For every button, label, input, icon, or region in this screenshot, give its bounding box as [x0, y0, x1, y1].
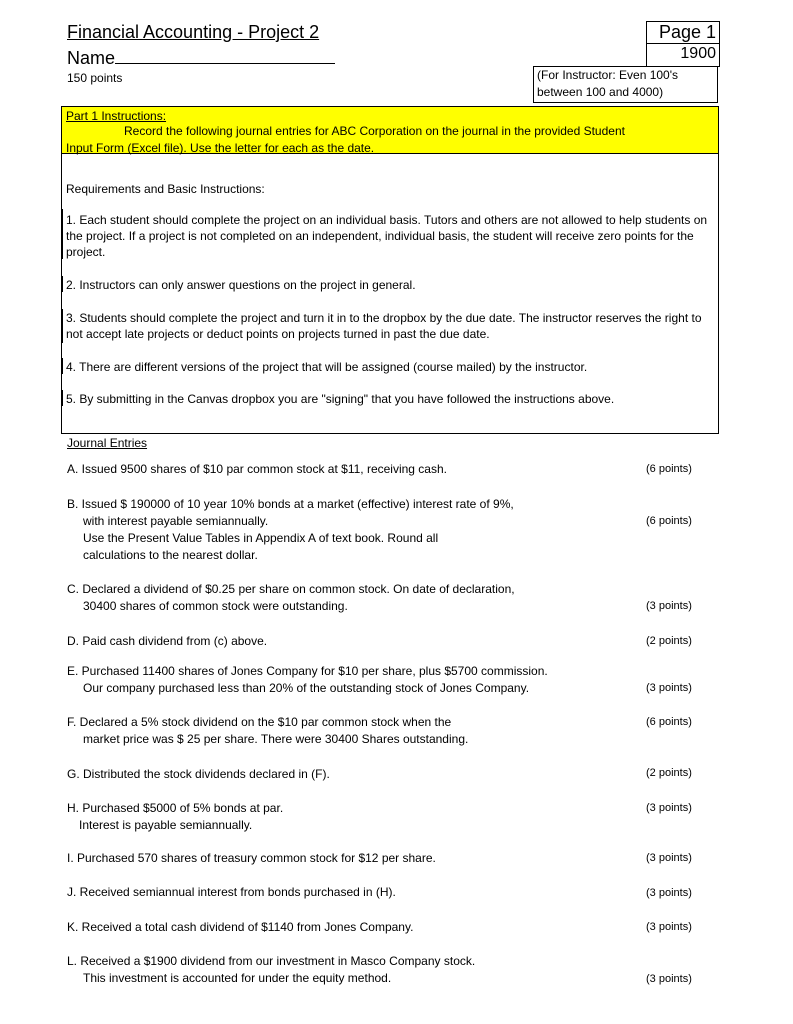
entry-line: F. Declared a 5% stock dividend on the $10 par common stock when the: [67, 715, 452, 729]
entry-points: (6 points): [646, 716, 692, 728]
requirements-box: [61, 154, 719, 434]
journal-entries-title: Journal Entries: [67, 436, 148, 450]
entry-line: This investment is accounted for under the equity method.: [83, 971, 392, 985]
journal-entry-j: [67, 884, 627, 901]
entry-line: Use the Present Value Tables in Appendix A of text book. Round all: [83, 531, 439, 545]
entry-line: D. Paid cash dividend from (c) above.: [67, 634, 268, 648]
instructor-note-line1: (For Instructor: Even 100's: [537, 68, 679, 82]
requirement-1: 1. Each student should complete the project on an individual basis. Tutors and others are not allowed to help students on the project. If a project is not completed on an independent, individual basis, the student will receive zero points for the project.: [66, 213, 708, 259]
part1-text: [66, 123, 716, 157]
journal-entry-l: [67, 953, 627, 987]
page-box: [646, 21, 720, 67]
journal-entry-h: [67, 800, 627, 834]
entry-points: (2 points): [646, 635, 692, 647]
entry-points: (3 points): [646, 682, 692, 694]
entry-line: B. Issued $ 190000 of 10 year 10% bonds at a market (effective) interest rate of 9%,: [67, 497, 514, 511]
entry-points: (3 points): [646, 600, 692, 612]
entry-points: (3 points): [646, 852, 692, 864]
entry-line: G. Distributed the stock dividends declared in (F).: [67, 767, 330, 781]
entry-line: L. Received a $1900 dividend from our investment in Masco Company stock.: [67, 954, 476, 968]
entry-points: (6 points): [646, 515, 692, 527]
entry-line: 30400 shares of common stock were outstanding.: [83, 599, 348, 613]
journal-entry-i: [67, 850, 627, 867]
journal-entry-b: [67, 496, 627, 564]
part1-title: Part 1 Instructions:: [66, 109, 167, 123]
page-label: Page 1: [658, 22, 716, 42]
part1-instructions: [61, 106, 719, 154]
entry-line: with interest payable semiannually.: [83, 514, 269, 528]
page-number: 1900: [680, 45, 716, 62]
journal-entry-g: [67, 766, 627, 783]
entry-line: E. Purchased 11400 shares of Jones Company for $10 per share, plus $5700 commission.: [67, 664, 548, 678]
entry-line: C. Declared a dividend of $0.25 per share on common stock. On date of declaration,: [67, 582, 515, 596]
part1-text-line1: Record the following journal entries for ABC Corporation on the journal in the provided Student: [124, 124, 625, 138]
journal-entry-c: [67, 581, 627, 615]
entry-line: I. Purchased 570 shares of treasury common stock for $12 per share.: [67, 851, 436, 865]
entry-points: (3 points): [646, 887, 692, 899]
instructor-note-line2: between 100 and 4000): [537, 85, 664, 99]
journal-entry-k: [67, 919, 627, 936]
requirement-5: 5. By submitting in the Canvas dropbox you are "signing" that you have followed the instructions above.: [66, 392, 615, 406]
part1-text-line2: Input Form (Excel file). Use the letter for each as the date.: [66, 141, 375, 155]
requirement-4: 4. There are different versions of the project that will be assigned (course mailed) by the instructor.: [66, 360, 588, 374]
journal-entry-e: [67, 663, 627, 697]
entry-line: calculations to the nearest dollar.: [83, 548, 258, 562]
instructor-note: [533, 66, 718, 103]
requirement-3: 3. Students should complete the project and turn it in to the dropbox by the due date. The instructor reserves the right to not accept late projects or deduct points on projects turned in past the due date.: [66, 311, 702, 341]
entry-points: (3 points): [646, 921, 692, 933]
entry-line: Interest is payable semiannually.: [79, 818, 253, 832]
entry-line: A. Issued 9500 shares of $10 par common stock at $11, receiving cash.: [67, 462, 447, 476]
entry-line: J. Received semiannual interest from bonds purchased in (H).: [67, 885, 396, 899]
requirement-2: 2. Instructors can only answer questions on the project in general.: [66, 278, 416, 292]
page-title: Financial Accounting - Project 2: [67, 22, 320, 42]
journal-entry-d: [67, 633, 627, 650]
entry-line: H. Purchased $5000 of 5% bonds at par.: [67, 801, 284, 815]
entry-line: Our company purchased less than 20% of the outstanding stock of Jones Company.: [83, 681, 530, 695]
entry-points: (6 points): [646, 463, 692, 475]
total-points: 150 points: [67, 71, 123, 85]
journal-entry-f: [67, 714, 627, 748]
journal-entry-a: [67, 461, 627, 478]
name-label: Name: [67, 48, 116, 68]
page-box-divider: [647, 43, 719, 44]
name-blank-line: [115, 49, 335, 64]
entry-line: market price was $ 25 per share. There were 30400 Shares outstanding.: [83, 732, 469, 746]
entry-points: (3 points): [646, 802, 692, 814]
requirements-heading: Requirements and Basic Instructions:: [66, 182, 265, 196]
name-field: [67, 48, 335, 69]
entry-points: (2 points): [646, 767, 692, 779]
entry-points: (3 points): [646, 973, 692, 985]
entry-line: K. Received a total cash dividend of $1140 from Jones Company.: [67, 920, 414, 934]
